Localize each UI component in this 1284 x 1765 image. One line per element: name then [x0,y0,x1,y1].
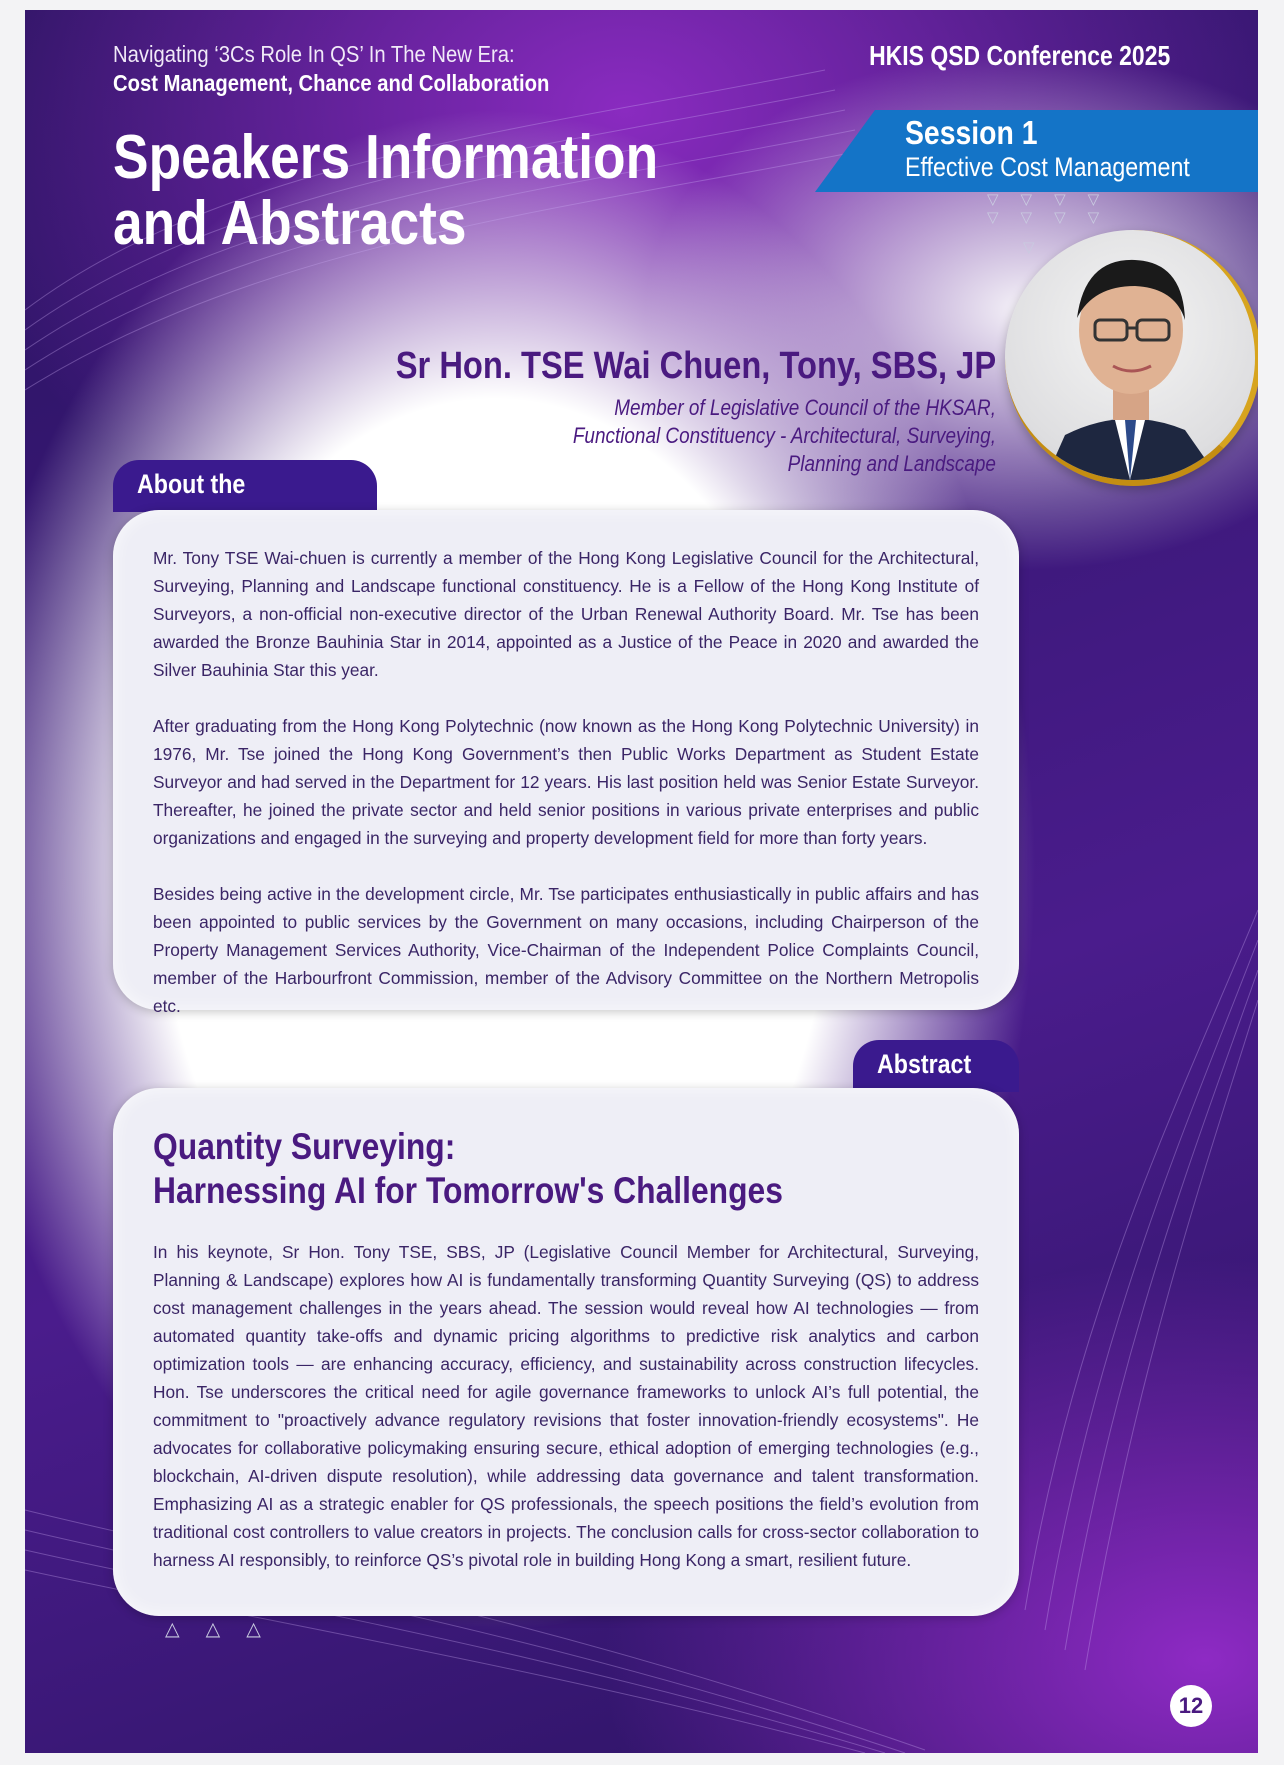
speaker-role [573,394,996,478]
page-number: 12 [1170,1685,1212,1727]
title-line-2: and Abstracts [113,189,467,258]
abstract-tab-label: Abstract [877,1049,972,1079]
triangle-decoration: ▽ [1023,239,1057,256]
triangle-decoration-bottom: △△△ [165,1619,287,1640]
about-paragraph-2: After graduating from the Hong Kong Polytechnic (now known as the Hong Kong Polytechnic University) in 1976, Mr. Tse joined the Hong Kong Government’s then Public Works Department as Student Estate Surveyor and had served in the Department for 12 years. His last position held was Senior Estate Surveyor. Thereafter, he joined the private sector and held senior positions in various private enterprises and public organizations and engaged in the surveying and property development field for more than forty years. [153,716,979,848]
conference-name: HKIS QSD Conference 2025 [868,40,1170,71]
triangle-decoration: ▽▽▽▽ [987,209,1122,226]
about-paragraph-1: Mr. Tony TSE Wai-chuen is currently a member of the Hong Kong Legislative Council for the Architectural, Surveying, Planning and Landscape functional constituency. He is a Fellow of the Hong Kong Institute of Surveyors, a non-official non-executive director of the Urban Renewal Authority Board. Mr. Tse has been awarded the Bronze Bauhinia Star in 2014, appointed as a Justice of the Peace in 2020 and awarded the Silver Bauhinia Star this year. [153,548,979,680]
about-speaker-tab-label: About the [137,469,246,499]
session-number: Session 1 [905,114,1038,151]
abstract-title-line-1: Quantity Surveying: [153,1126,456,1167]
page-title [113,125,658,257]
role-line-3: Planning and Landscape [787,451,996,476]
role-line-2: Functional Constituency - Architectural, Surveying, [572,423,996,448]
about-speaker-tab [113,460,377,512]
speaker-name: Sr Hon. TSE Wai Chuen, Tony, SBS, JP [395,345,996,387]
abstract-title [153,1125,783,1213]
about-speaker-card [113,510,1019,1016]
conference-theme [113,40,549,98]
abstract-tab [853,1040,1019,1092]
abstract-body: In his keynote, Sr Hon. Tony TSE, SBS, JP (Legislative Council Member for Architectural, Surveying, Planning & Landscape) explores how AI is fundamentally transforming Quantity Surveying (QS) to address cost management challenges in the years ahead. The session would reveal how AI technologies — from automated quantity take-offs and dynamic pricing algorithms to predictive risk analytics and carbon optimization tools — are enhancing accuracy, efficiency, and sustainability across construction lifecycles. Hon. Tse underscores the critical need for agile governance frameworks to unlock AI’s full potential, the commitment to "proactively advance regulatory revisions that foster innovation-friendly ecosystems". He advocates for collaborative policymaking ensuring secure, ethical adoption of emerging technologies (e.g., blockchain, AI-driven dispute resolution), while addressing data governance and talent transformation. Emphasizing AI as a strategic enabler for QS professionals, the speech positions the field’s evolution from traditional cost controllers to value creators in projects. The conclusion calls for cross-sector collaboration to harness AI responsibly, to reinforce QS’s pivotal role in building Hong Kong a smart, resilient future. [153,1242,979,1570]
abstract-title-line-2: Harnessing AI for Tomorrow's Challenges [153,1170,783,1211]
brochure-page [25,10,1258,1753]
speaker-portrait-icon [1005,230,1255,480]
about-paragraph-3: Besides being active in the development circle, Mr. Tse participates enthusiastically in public affairs and has been appointed to public services by the Government on many occasions, including Chairperson of the Property Management Services Authority, Vice-Chairman of the Independent Police Complaints Council, member of the Harbourfront Commission, member of the Advisory Committee on the Northern Metropolis etc. [153,884,979,1016]
speaker-photo [1005,230,1258,486]
theme-line-2: Cost Management, Chance and Collaboration [113,70,550,96]
title-line-1: Speakers Information [113,123,659,192]
theme-line-1: Navigating ‘3Cs Role In QS’ In The New Era: [113,41,515,67]
session-name: Effective Cost Management [905,152,1190,182]
role-line-1: Member of Legislative Council of the HKSAR, [614,395,996,420]
triangle-decoration: ▽▽▽▽ [987,191,1122,208]
